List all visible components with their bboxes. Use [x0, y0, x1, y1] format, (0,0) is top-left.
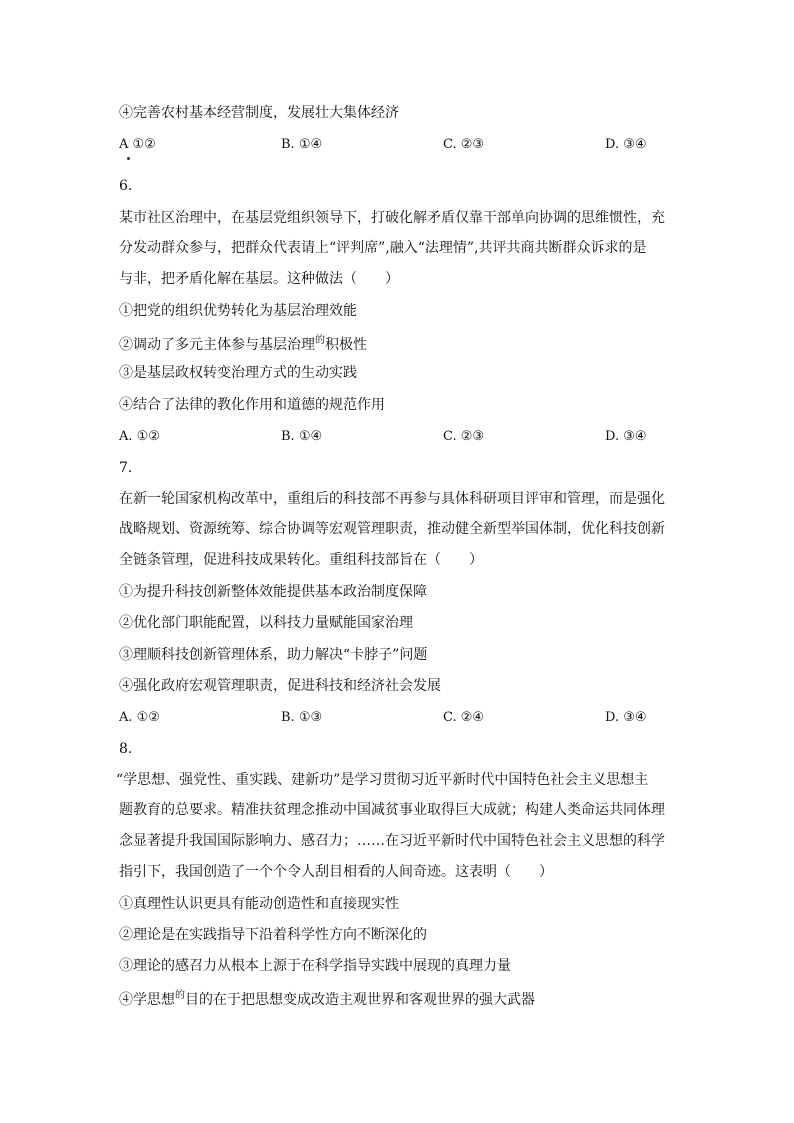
- q6-item-4: ④结合了法律的教化作用和道德的规范作用: [119, 397, 385, 413]
- q8-stem-line-1: “学思想、强党性、重实践、建新功”是学习贯彻习近平新时代中国特色社会主义思想主: [116, 772, 649, 788]
- q7-option-c[interactable]: C. ②④: [443, 710, 485, 725]
- q7-number: 7.: [119, 460, 133, 476]
- q6-stem-line-1: 某市社区治理中，在基层党组织领导下，打破化解矛盾仅靠干部单向协调的思维惯性，充: [119, 210, 665, 226]
- q8-item-2: ②理论是在实践指导下沿着科学性方向不断深化的: [119, 927, 427, 943]
- q6-option-d[interactable]: D. ③④: [605, 429, 647, 444]
- q5-option-c[interactable]: C. ②③: [443, 137, 485, 152]
- q6-stem-line-3: 与非，把矛盾化解在基层。这种做法（ ）: [119, 271, 399, 287]
- q7-item-1: ①为提升科技创新整体效能提供基本政治制度保障: [119, 584, 427, 600]
- q8-number: 8.: [119, 741, 133, 757]
- q6-item-2-text-a: ②调动了多元主体参与基层治理: [119, 337, 315, 353]
- q7-item-4: ④强化政府宏观管理职责，促进科技和经济社会发展: [119, 678, 441, 694]
- q7-options: [119, 709, 679, 727]
- q6-option-c[interactable]: C. ②③: [443, 429, 485, 444]
- q7-option-b[interactable]: B. ①③: [281, 710, 323, 725]
- q8-item-1: ①真理性认识更具有能动创造性和直接现实性: [119, 896, 399, 912]
- q6-options: [119, 428, 679, 446]
- q5-item-4: ④完善农村基本经营制度，发展壮大集体经济: [119, 105, 399, 121]
- stray-dot-mark: [127, 157, 130, 160]
- q8-stem-line-3: 念显著提升我国国际影响力、感召力；……在习近平新时代中国特色社会主义思想的科学: [119, 833, 665, 849]
- q6-item-2: [119, 336, 367, 356]
- q6-option-b[interactable]: B. ①④: [281, 429, 323, 444]
- q5-option-d[interactable]: D. ③④: [605, 137, 647, 152]
- q8-item-4-text-b: 目的在于把思想变成改造主观世界和客观世界的强大武器: [185, 992, 535, 1008]
- q8-stem-line-4: 指引下，我国创造了一个个令人刮目相看的人间奇迹。这表明（ ）: [119, 864, 553, 880]
- q5-option-a[interactable]: A ①②: [119, 137, 156, 152]
- q6-option-a[interactable]: A. ①②: [119, 429, 160, 444]
- q6-item-1: ①把党的组织优势转化为基层治理效能: [119, 303, 357, 319]
- q8-stem-line-2: 题教育的总要求。精准扶贫理念推动中国减贫事业取得巨大成就；构建人类命运共同体理: [119, 802, 665, 818]
- q6-item-2-superscript: 的: [315, 335, 325, 346]
- q7-stem-line-1: 在新一轮国家机构改革中，重组后的科技部不再参与具体科研项目评审和管理，而是强化: [119, 491, 665, 507]
- q7-stem-line-2: 战略规划、资源统筹、综合协调等宏观管理职责，推动健全新型举国体制，优化科技创新: [119, 521, 665, 537]
- q7-option-d[interactable]: D. ③④: [605, 710, 647, 725]
- q6-item-2-text-b: 积极性: [325, 337, 367, 353]
- q8-item-4-text-a: ④学思想: [119, 992, 175, 1008]
- q7-stem-line-3: 全链条管理，促进科技成果转化。重组科技部旨在（ ）: [119, 552, 483, 568]
- q7-item-2: ②优化部门职能配置，以科技力量赋能国家治理: [119, 615, 413, 631]
- q6-stem-line-2: 分发动群众参与，把群众代表请上“评判席”,融入“法理情”,共评共商共断群众诉求的是: [119, 240, 647, 256]
- q7-option-a[interactable]: A. ①②: [119, 710, 160, 725]
- q8-item-4: [119, 991, 535, 1011]
- q8-item-4-superscript: 的: [175, 990, 185, 1001]
- q5-option-b[interactable]: B. ①④: [281, 137, 323, 152]
- q5-options: [119, 136, 679, 154]
- q8-item-3: ③理论的感召力从根本上源于在科学指导实践中展现的真理力量: [119, 958, 511, 974]
- q7-item-3: ③理顺科技创新管理体系，助力解决“卡脖子”问题: [119, 647, 428, 663]
- q6-number: 6.: [119, 178, 133, 194]
- q6-item-3: ③是基层政权转变治理方式的生动实践: [119, 365, 357, 381]
